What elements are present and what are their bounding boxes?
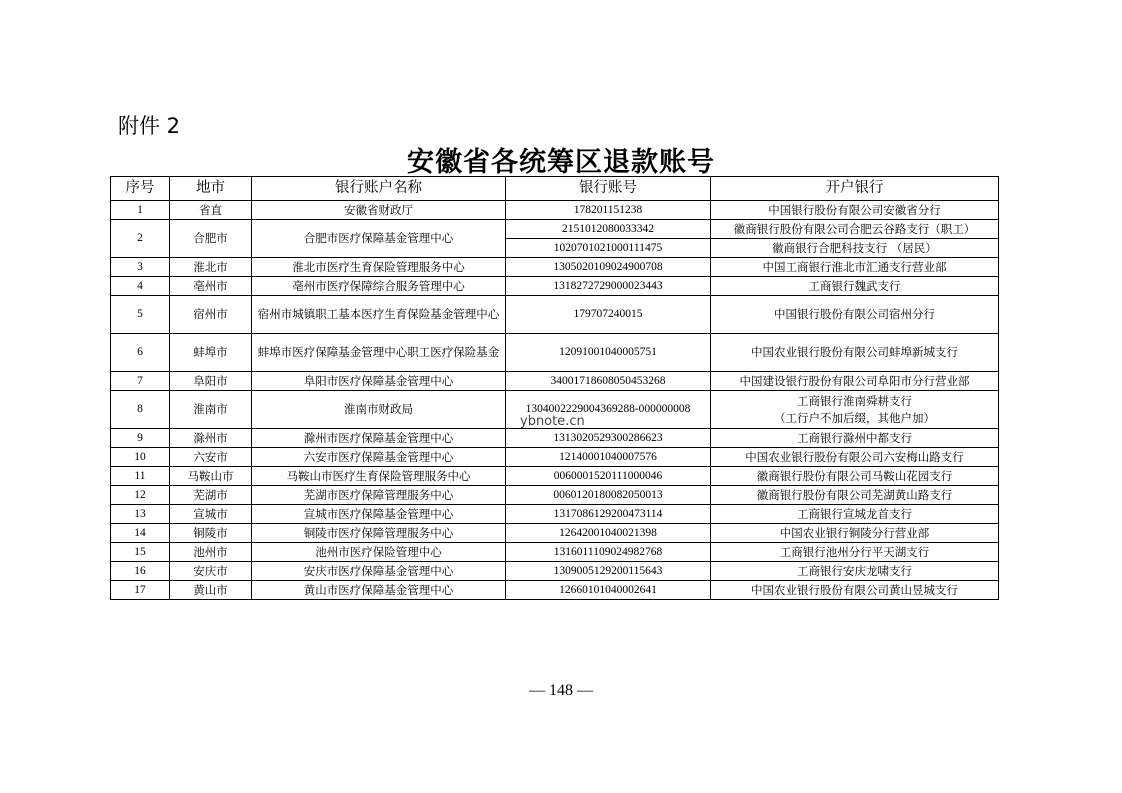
row-index-cell: 14 — [111, 524, 170, 543]
bank-name: 中国银行股份有限公司宿州分行 — [774, 307, 935, 321]
table-row — [111, 220, 999, 239]
column-header: 银行账号 — [506, 177, 711, 201]
table-row — [111, 258, 999, 277]
city-cell: 宣城市 — [170, 505, 252, 524]
bank-cell — [711, 543, 999, 562]
bank-cell — [711, 562, 999, 581]
document-title: 安徽省各统筹区退款账号 — [407, 147, 715, 178]
bank-name: 工商银行淮南舜耕支行 — [797, 393, 912, 408]
bank-cell — [711, 372, 999, 391]
bank-cell — [711, 467, 999, 486]
page-number: — 148 — — [529, 682, 593, 699]
city-cell: 宿州市 — [170, 296, 252, 334]
watermark-text: ybnote.cn — [520, 414, 585, 429]
table-row — [111, 277, 999, 296]
row-index-cell: 4 — [111, 277, 170, 296]
bank-name: 工商银行宣城龙首支行 — [797, 506, 912, 521]
bank-cell — [711, 486, 999, 505]
row-index-cell: 17 — [111, 581, 170, 600]
account-name-cell: 安庆市医疗保障基金管理中心 — [252, 562, 506, 581]
account-number-cell: 12642001040021398 — [506, 524, 711, 543]
account-name-cell: 蚌埠市医疗保障基金管理中心职工医疗保险基金 — [252, 334, 506, 372]
account-name-cell: 宣城市医疗保障基金管理中心 — [252, 505, 506, 524]
row-index-cell: 9 — [111, 429, 170, 448]
city-cell: 淮南市 — [170, 391, 252, 429]
bank-name: 工商银行魏武支行 — [808, 278, 901, 293]
account-name-cell: 池州市医疗保险管理中心 — [252, 543, 506, 562]
bank-name: 工商银行滁州中都支行 — [797, 430, 912, 445]
table-row — [111, 524, 999, 543]
bank-name: 工商银行池州分行平天湖支行 — [779, 544, 930, 559]
account-name-cell: 宿州市城镇职工基本医疗生育保险基金管理中心 — [252, 296, 506, 334]
account-name-cell: 淮南市财政局 — [252, 391, 506, 429]
account-name-cell: 马鞍山市医疗生育保险管理服务中心 — [252, 467, 506, 486]
account-number-cell: 0060120180082050013 — [506, 486, 711, 505]
table-row — [111, 581, 999, 600]
account-name-cell: 淮北市医疗生育保险管理服务中心 — [252, 258, 506, 277]
account-number-cell: 1305020109024900708 — [506, 258, 711, 277]
table-row — [111, 543, 999, 562]
account-name-cell: 亳州市医疗保障综合服务管理中心 — [252, 277, 506, 296]
bank-name: 徽商银行股份有限公司马鞍山花园支行 — [756, 468, 953, 483]
row-index-cell: 11 — [111, 467, 170, 486]
city-cell: 淮北市 — [170, 258, 252, 277]
account-number-cell: 1313020529300286623 — [506, 429, 711, 448]
account-name-cell: 芜湖市医疗保障管理服务中心 — [252, 486, 506, 505]
bank-name: 中国银行股份有限公司安徽省分行 — [768, 202, 941, 217]
refund-accounts-table — [110, 176, 999, 600]
account-number-cell: 2151012080033342 — [506, 220, 711, 239]
bank-cell — [711, 524, 999, 543]
table-header-row — [111, 177, 999, 201]
city-cell: 省直 — [170, 201, 252, 220]
account-number-cell: 1317086129200473114 — [506, 505, 711, 524]
column-header: 序号 — [111, 177, 170, 201]
account-name-cell: 阜阳市医疗保障基金管理中心 — [252, 372, 506, 391]
city-cell: 芜湖市 — [170, 486, 252, 505]
city-cell: 黄山市 — [170, 581, 252, 600]
account-number-cell: 1304002229004369288-000000008 — [506, 391, 711, 429]
account-name-cell: 六安市医疗保障基金管理中心 — [252, 448, 506, 467]
row-index-cell: 2 — [111, 220, 170, 258]
city-cell: 亳州市 — [170, 277, 252, 296]
bank-name: 中国农业银行铜陵分行营业部 — [779, 525, 930, 540]
row-index-cell: 3 — [111, 258, 170, 277]
table-row — [111, 562, 999, 581]
table-row — [111, 201, 999, 220]
bank-name: 中国农业银行股份有限公司蚌埠新城支行 — [751, 345, 958, 359]
account-name-cell: 安徽省财政厅 — [252, 201, 506, 220]
bank-cell — [711, 581, 999, 600]
bank-name: 中国建设银行股份有限公司阜阳市分行营业部 — [739, 373, 970, 388]
column-header: 开户银行 — [711, 177, 999, 201]
table-body — [111, 201, 999, 600]
bank-name: 中国农业银行股份有限公司黄山昱城支行 — [751, 582, 958, 597]
table-row — [111, 467, 999, 486]
bank-cell — [711, 448, 999, 467]
bank-cell — [711, 220, 999, 239]
account-name-cell: 铜陵市医疗保障管理服务中心 — [252, 524, 506, 543]
bank-cell — [711, 391, 999, 429]
account-name-cell: 黄山市医疗保障基金管理中心 — [252, 581, 506, 600]
bank-cell — [711, 296, 999, 334]
bank-name: 徽商银行股份有限公司芜湖黄山路支行 — [756, 487, 953, 502]
city-cell: 滁州市 — [170, 429, 252, 448]
city-cell: 六安市 — [170, 448, 252, 467]
table-row — [111, 296, 999, 334]
account-number-cell: 1318272729000023443 — [506, 277, 711, 296]
account-name-cell: 合肥市医疗保障基金管理中心 — [252, 220, 506, 258]
account-number-cell: 12660101040002641 — [506, 581, 711, 600]
bank-cell — [711, 277, 999, 296]
row-index-cell: 16 — [111, 562, 170, 581]
row-index-cell: 15 — [111, 543, 170, 562]
account-number-cell: 12140001040007576 — [506, 448, 711, 467]
row-index-cell: 12 — [111, 486, 170, 505]
city-cell: 合肥市 — [170, 220, 252, 258]
row-index-cell: 5 — [111, 296, 170, 334]
city-cell: 安庆市 — [170, 562, 252, 581]
bank-cell — [711, 429, 999, 448]
account-number-cell: 34001718608050453268 — [506, 372, 711, 391]
bank-name: 中国农业银行股份有限公司六安梅山路支行 — [745, 449, 964, 464]
account-number-cell: 0060001520111000046 — [506, 467, 711, 486]
bank-name: 工商银行安庆龙啸支行 — [797, 563, 912, 578]
row-index-cell: 10 — [111, 448, 170, 467]
row-index-cell: 13 — [111, 505, 170, 524]
column-header: 地市 — [170, 177, 252, 201]
row-index-cell: 6 — [111, 334, 170, 372]
city-cell: 池州市 — [170, 543, 252, 562]
row-index-cell: 8 — [111, 391, 170, 429]
attachment-label: 附件 2 — [118, 114, 181, 138]
account-number-cell: 1309005129200115643 — [506, 562, 711, 581]
city-cell: 阜阳市 — [170, 372, 252, 391]
city-cell: 蚌埠市 — [170, 334, 252, 372]
row-index-cell: 1 — [111, 201, 170, 220]
table-row — [111, 372, 999, 391]
column-header: 银行账户名称 — [252, 177, 506, 201]
account-number-cell: 12091001040005751 — [506, 334, 711, 372]
bank-name: 徽商银行股份有限公司合肥云谷路支行（职工） — [733, 221, 976, 236]
row-index-cell: 7 — [111, 372, 170, 391]
bank-cell — [711, 201, 999, 220]
bank-cell — [711, 258, 999, 277]
account-number-cell: 179707240015 — [506, 296, 711, 334]
account-number-cell: 1316011109024982768 — [506, 543, 711, 562]
table-row — [111, 429, 999, 448]
account-number-cell: 1020701021000111475 — [506, 239, 711, 258]
table-row — [111, 334, 999, 372]
table-row — [111, 448, 999, 467]
table-row — [111, 505, 999, 524]
bank-cell — [711, 334, 999, 372]
account-number-cell: 178201151238 — [506, 201, 711, 220]
account-name-cell: 滁州市医疗保障基金管理中心 — [252, 429, 506, 448]
table-row — [111, 486, 999, 505]
bank-cell — [711, 505, 999, 524]
city-cell: 铜陵市 — [170, 524, 252, 543]
bank-cell — [711, 239, 999, 258]
bank-note: （工行户不加后缀，其他户加） — [774, 410, 935, 425]
bank-name: 中国工商银行淮北市汇通支行营业部 — [762, 259, 947, 274]
bank-name: 徽商银行合肥科技支行 （居民） — [772, 240, 937, 255]
city-cell: 马鞍山市 — [170, 467, 252, 486]
